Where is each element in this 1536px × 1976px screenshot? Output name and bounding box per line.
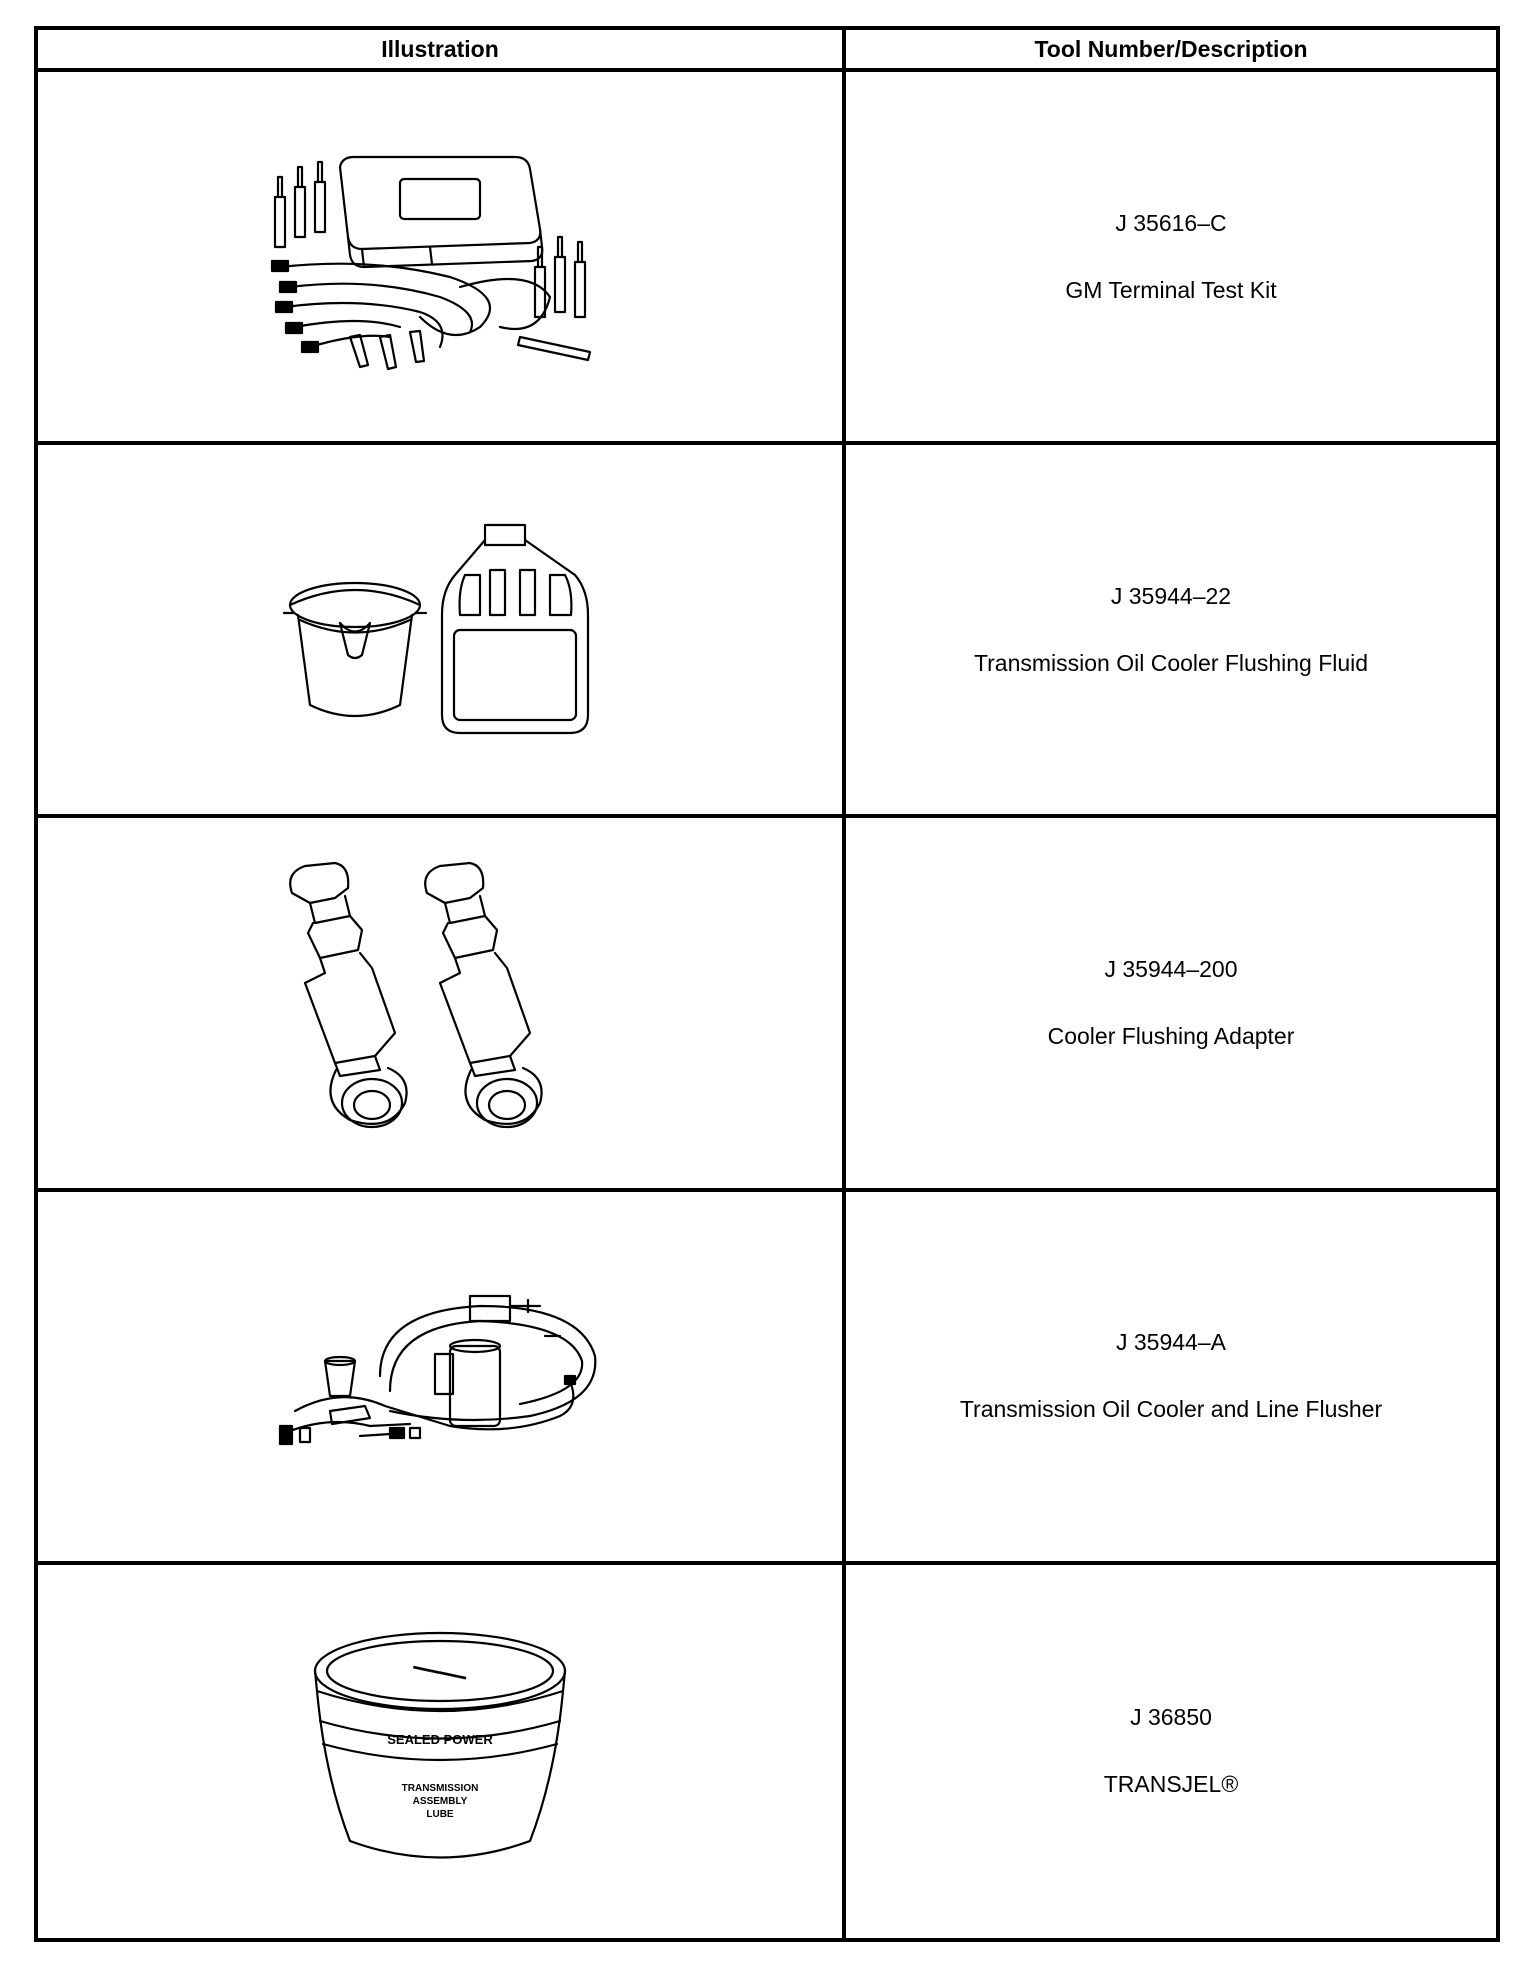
header-illustration: Illustration (38, 30, 846, 72)
header-tool-number: Tool Number/Description (846, 30, 1496, 72)
illustration-cell (38, 445, 846, 818)
tool-description: Cooler Flushing Adapter (1047, 1022, 1295, 1049)
tool-description: Transmission Oil Cooler and Line Flusher (959, 1396, 1383, 1423)
tool-number: J 35616–C (1115, 209, 1227, 236)
tool-description-cell (846, 1565, 1496, 1938)
tub-body-label-line2: ASSEMBLY (412, 1796, 468, 1808)
tool-number: J 35944–200 (1104, 955, 1238, 982)
tool-table (34, 26, 1500, 1942)
terminal-test-kit-icon (250, 137, 630, 377)
tool-description-cell (846, 72, 1496, 445)
illustration-cell (38, 818, 846, 1191)
flushing-adapter-icon (280, 858, 600, 1148)
adapter-right (425, 863, 541, 1127)
tub-band-label: SEALED POWER (387, 1732, 493, 1748)
illustration-cell (38, 1192, 846, 1565)
illustration-cell (38, 72, 846, 445)
tool-number: J 35944–A (1116, 1329, 1226, 1356)
flushing-fluid-icon (280, 505, 600, 755)
tool-description: Transmission Oil Cooler Flushing Fluid (973, 649, 1369, 676)
tool-description-cell (846, 818, 1496, 1191)
line-flusher-icon (270, 1276, 610, 1476)
lid-lettering: ▬▬▬▬▬▬ (412, 1660, 468, 1682)
illustration-cell (38, 1565, 846, 1938)
transjel-tub-icon (305, 1626, 575, 1876)
tool-description-cell (846, 445, 1496, 818)
adapter-left (290, 863, 406, 1127)
tool-description: TRANSJEL® (1103, 1771, 1239, 1798)
tub-body-label-line1: TRANSMISSION (401, 1783, 479, 1795)
tool-number: J 35944–22 (1110, 582, 1232, 609)
tool-number: J 36850 (1130, 1704, 1212, 1731)
tool-description-cell (846, 1192, 1496, 1565)
tool-description: GM Terminal Test Kit (1065, 276, 1277, 303)
tub-body-label-line3: LUBE (426, 1809, 454, 1821)
